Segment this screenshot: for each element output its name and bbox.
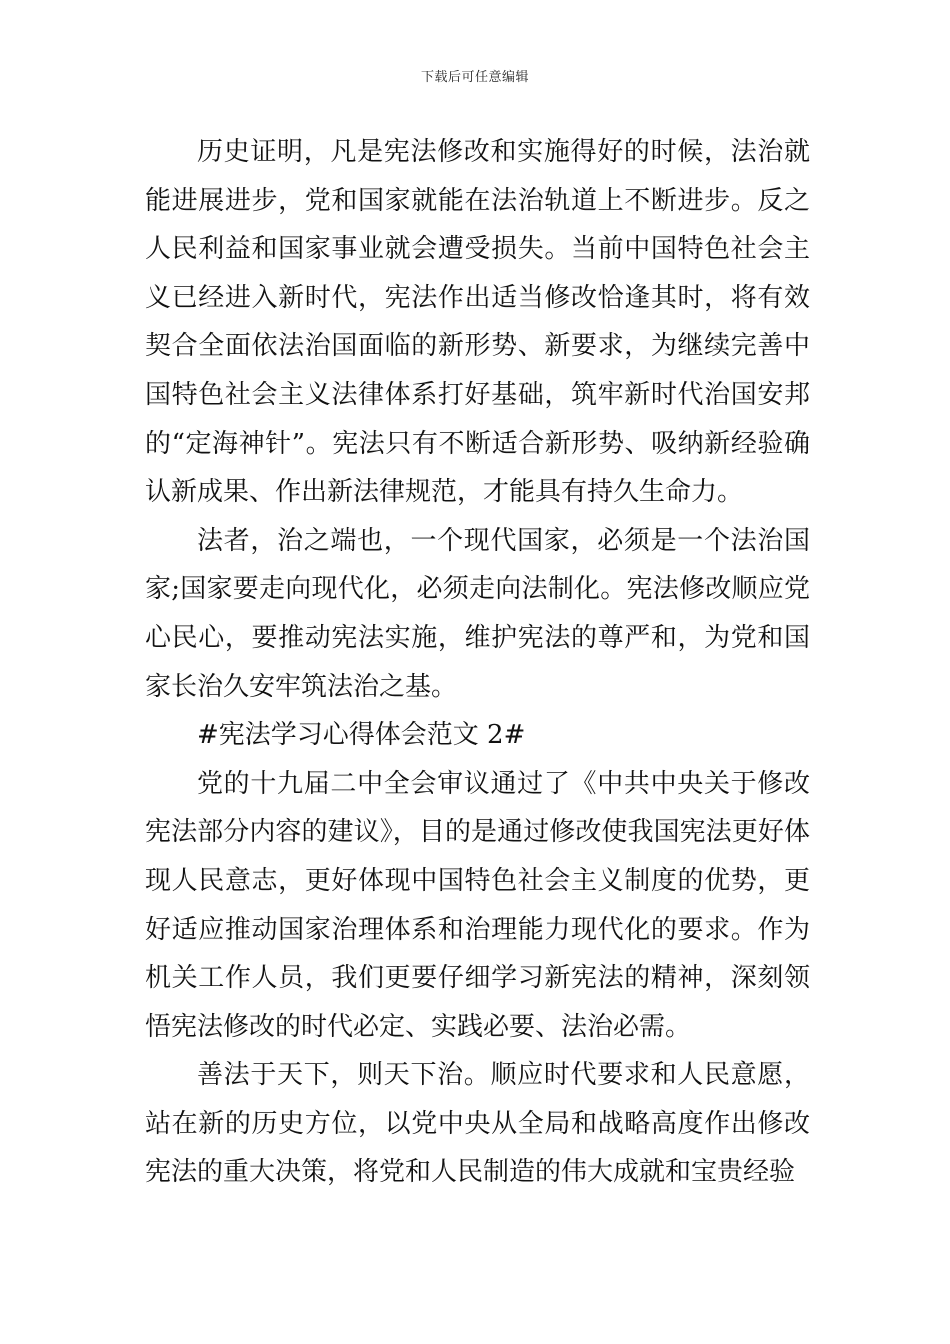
document-body bbox=[145, 128, 810, 1197]
paragraph-3: 党的十九届二中全会审议通过了《中共中央关于修改宪法部分内容的建议》，目的是通过修改使我国宪法更好体现人民意志，更好体现中国特色社会主义制度的优势，更好适应推动国家治理体系和治理能力现代化的要求。作为机关工作人员，我们更要仔细学习新宪法的精神，深刻领悟宪法修改的时代必定、实践必要、法治必需。 bbox=[145, 768, 810, 1042]
paragraph-4: 善法于天下，则天下治。顺应时代要求和人民意愿，站在新的历史方位，以党中央从全局和战略高度作出修改宪法的重大决策，将党和人民制造的伟大成就和宝贵经验 bbox=[145, 1060, 810, 1188]
paragraph-1: 历史证明，凡是宪法修改和实施得好的时候，法治就能进展进步，党和国家就能在法治轨道上不断进步。反之人民利益和国家事业就会遭受损失。当前中国特色社会主义已经进入新时代，宪法作出适当修改恰逢其时，将有效契合全面依法治国面临的新形势、新要求，为继续完善中国特色社会主义法律体系打好基础，筑牢新时代治国安邦的“定海神针”。宪法只有不断适合新形势、吸纳新经验确认新成果、作出新法律规范，才能具有持久生命力。 bbox=[145, 137, 810, 508]
section-heading: #宪法学习心得体会范文 2# bbox=[197, 720, 526, 751]
page-header: 下载后可任意编辑 bbox=[420, 70, 529, 85]
paragraph-2: 法者，治之端也，一个现代国家，必须是一个法治国家;国家要走向现代化，必须走向法制化。宪法修改顺应党心民心，要推动宪法实施，维护宪法的尊严和，为党和国家长治久安牢筑法治之基。 bbox=[145, 525, 810, 702]
